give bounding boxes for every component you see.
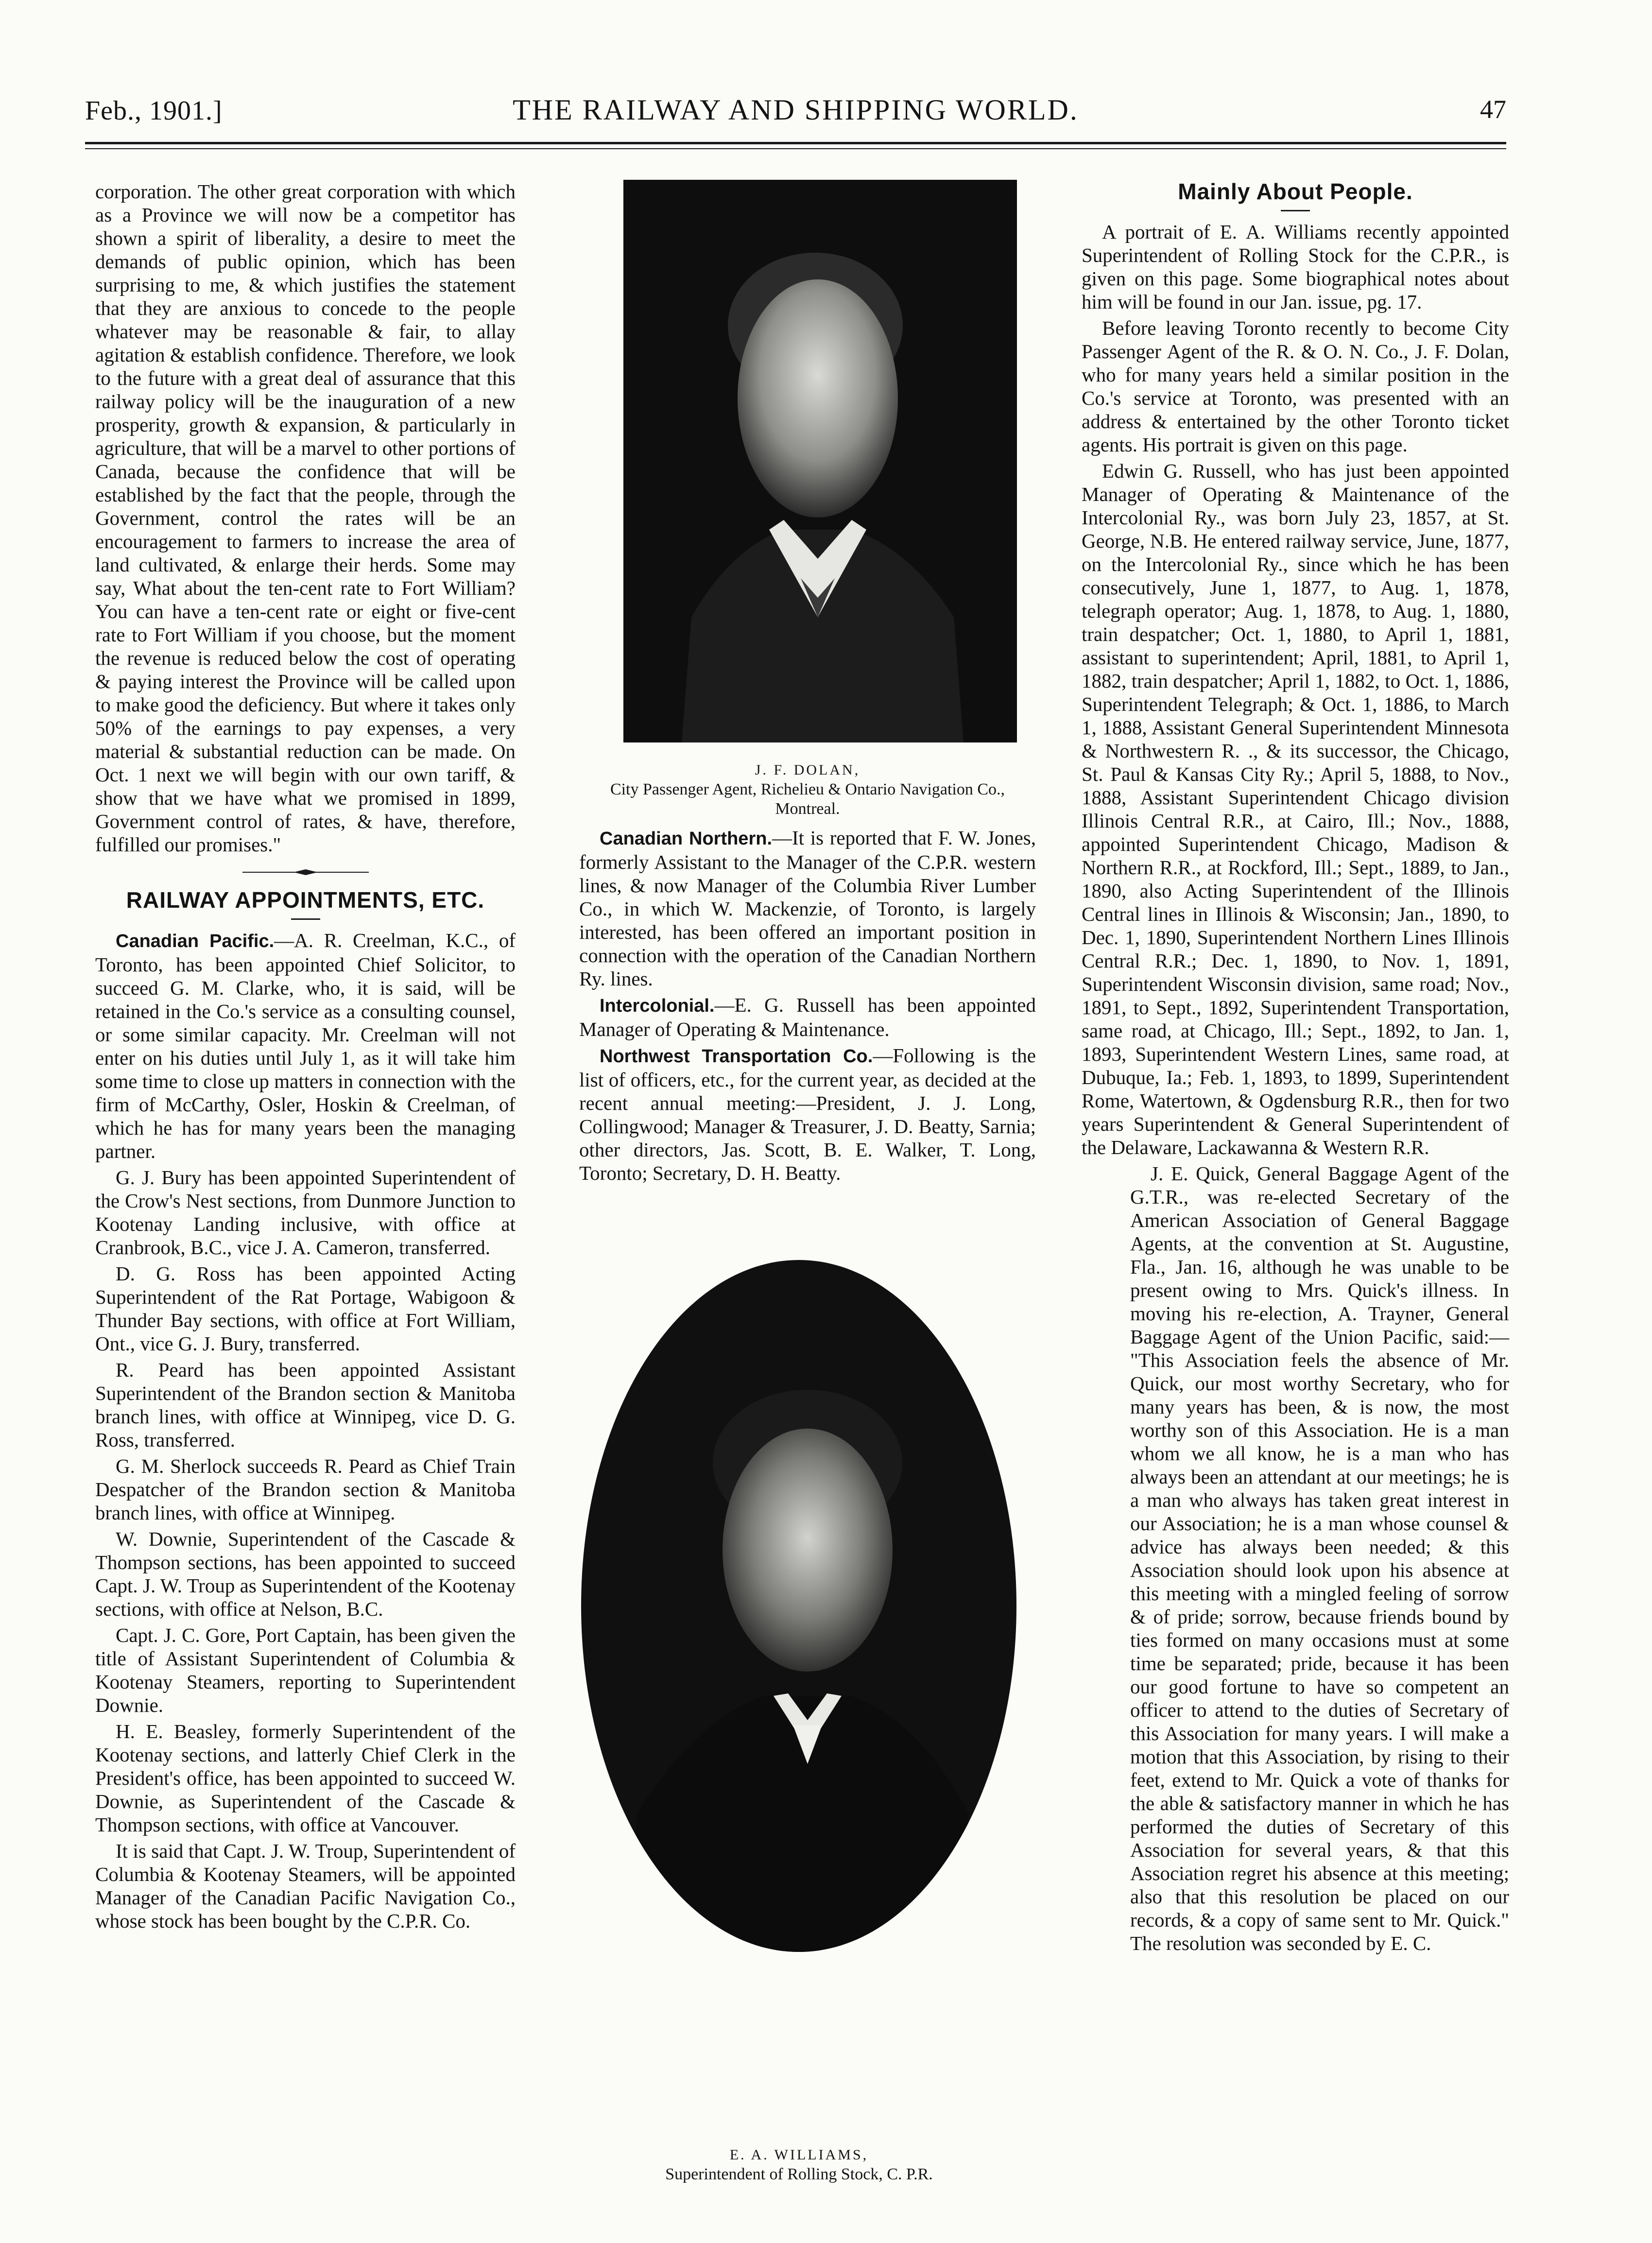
appointment-paragraph: H. E. Beasley, formerly Superintendent of the Kootenay sections, and latterly Chief Clerk in the President's office, has been appointed to succeed W. Downie, as Superintendent of the Cascade & Thompson sections, with office at Vancouver.	[95, 1720, 516, 1836]
title-dash	[291, 918, 320, 920]
caption-dolan-title: City Passenger Agent, Richelieu & Ontario Navigation Co., Montreal.	[610, 780, 1005, 818]
portrait-williams	[579, 1259, 1019, 1953]
portrait-dolan	[623, 180, 1017, 742]
runin-northwest-transportation: Northwest Transportation Co.	[600, 1046, 873, 1067]
appointment-paragraph: G. J. Bury has been appointed Superintendent of the Crow's Nest sections, from Dunmore Junction to Kootenay Landing inclusive, with office at Cranbrook, B.C., vice J. A. Cameron, transferred.	[95, 1166, 516, 1259]
cn-paragraph	[579, 826, 1036, 990]
caption-dolan-name: J. F. DOLAN,	[755, 762, 860, 778]
header-rule-thin	[85, 148, 1506, 149]
portrait-williams-drawing	[579, 1259, 1019, 1953]
ic-paragraph	[579, 993, 1036, 1041]
issue-date: Feb., 1901.]	[85, 96, 223, 126]
caption-williams-name: E. A. WILLIAMS,	[729, 2147, 869, 2163]
appointment-paragraph: Capt. J. C. Gore, Port Captain, has been given the title of Assistant Superintendent of Columbia & Kootenay Steamers, reporting to Superintendent Downie.	[95, 1624, 516, 1716]
appointment-paragraph: G. M. Sherlock succeeds R. Peard as Chief Train Despatcher of the Brandon section & Manitoba branch lines, with office at Winnipeg.	[95, 1455, 516, 1524]
caption-williams-title: Superintendent of Rolling Stock, C. P.R.	[665, 2165, 933, 2183]
header-rule-thick	[85, 142, 1506, 144]
caption-dolan	[579, 760, 1036, 819]
section-divider-ornament	[242, 869, 369, 876]
quick-paragraph: J. E. Quick, General Baggage Agent of the G.T.R., was re-elected Secretary of the American Association of General Baggage Agents, at the convention at St. Augustine, Fla., Jan. 16, although he was unable to be present owing to Mrs. Quick's illness. In moving his re-election, A. Trayner, General Baggage Agent of the Union Pacific, said:— "This Association feels the absence of Mr. Quick, our most worthy Secretary, who for many years has been, & is now, the most worthy son of this Association. He is a man whom we all know, he is a man who has always been an attendant at our meetings; he is a man who always has taken great interest in our Association; he is a man whose counsel & advice has always been needed; & this Association should look upon his absence at this meeting with a mingled feeling of sorrow & of pride; sorrow, because friends bound by ties formed on many occasions must at some time be separated; pride, because it has been our good fortune to have so competent an officer to attend to the duties of Secretary of this Association for many years. I will make a motion that this Association, by rising to their feet, extend to Mr. Quick a vote of thanks for the able & satisfactory manner in which he has performed the duties of Secretary of this Association for several years, & that this Association regret his absence at this meeting; also that this resolution be placed on our records, & a copy of same sent to Mr. Quick." The resolution was seconded by E. C.	[1130, 1162, 1509, 1954]
column-right	[1082, 180, 1509, 1958]
people-paragraph: Edwin G. Russell, who has just been appointed Manager of Operating & Maintenance of the Intercolonial Ry., was born July 23, 1857, at St. George, N.B. He entered railway service, June, 1877, on the Intercolonial Ry., since which he has been consecutively, June 1, 1877, to Aug. 1, 1878, telegraph operator; Aug. 1, 1878, to Aug. 1, 1880, train despatcher; Oct. 1, 1880, to April 1, 1881, assistant to superintendent; April, 1881, to April 1, 1882, train despatcher; April 1, 1882, to Oct. 1, 1886, Superintendent Telegraph; & Oct. 1, 1886, to March 1, 1888, Assistant General Superintendent Minnesota & Northwestern R. ., & its successor, the Chicago, St. Paul & Kansas City Ry.; April 5, 1888, to Nov., 1888, Assistant Superintendent Chicago division Illinois Central R.R., at Cairo, Ill.; Nov., 1888, appointed Superintendent Chicago, Madison & Northern R.R., at Rockford, Ill.; Sept., 1889, to Jan., 1890, also Acting Superintendent of the Illinois Central lines in Illinois & Wisconsin; Jan., 1890, to Dec. 1, 1890, Superintendent Northern Lines Illinois Central R.R.; Dec. 1, 1890, to Nov. 1, 1891, Superintendent Wisconsin division, same road; Nov., 1891, to Sept., 1892, Superintendent Transportation, same road, at Chicago, Ill.; Sept., 1892, to Jan. 1, 1893, Superintendent Western Lines, same road, at Dubuque, Ia.; Feb. 1, 1893, to 1899, Superintendent Rome, Watertown, & Ogdensburg R.R., then for two years Superintendent & General Superintendent of the Delaware, Lackawanna & Western R.R.	[1082, 460, 1509, 1158]
people-paragraph: A portrait of E. A. Williams recently appointed Superintendent of Rolling Stock for the C.P.R., is given on this page. Some biographical notes about him will be found in our Jan. issue, pg. 17.	[1082, 221, 1509, 313]
appointment-paragraph: D. G. Ross has been appointed Acting Superintendent of the Rat Portage, Wabigoon & Thunder Bay sections, with office at Fort William, Ont., vice G. J. Bury, transferred.	[95, 1262, 516, 1355]
quick-block	[1082, 1162, 1509, 1955]
portrait-dolan-drawing	[623, 180, 1017, 742]
runin-canadian-pacific: Canadian Pacific.	[116, 931, 275, 951]
column-middle	[579, 826, 1036, 1188]
caption-williams	[579, 2145, 1019, 2184]
title-dash	[1281, 210, 1310, 211]
runin-intercolonial: Intercolonial.	[600, 996, 715, 1016]
ic-text: —E. G. Russell has been appointed Manager of Operating & Maintenance.	[579, 994, 1036, 1040]
cp-text: —A. R. Creelman, K.C., of Toronto, has been appointed Chief Solicitor, to succeed G. M. Clarke, who, it is said, will be retained in the Co.'s service as a consulting counsel, or some similar capacity. Mr. Creelman will not enter on his duties until July 1, as it will take him some time to close up matters in connection with the firm of McCarthy, Osler, Hoskin & Creelman, of which he has for many years been the managing partner.	[95, 929, 516, 1162]
nt-text: —Following is the list of officers, etc., for the current year, as decided at the recent annual meeting:—President, J. J. Long, Collingwood; Manager & Treasurer, J. D. Beatty, Sarnia; other directors, Jas. Scott, B. E. Walker, T. Long, Toronto; Secretary, D. H. Beatty.	[579, 1044, 1036, 1184]
cp-paragraph	[95, 929, 516, 1163]
column-left	[95, 180, 516, 1935]
page-header	[85, 86, 1506, 130]
people-paragraph: Before leaving Toronto recently to become City Passenger Agent of the R. & O. N. Co., J. F. Dolan, who for many years held a similar position in the Co.'s service at Toronto, was presented with an address & entertained by the other Toronto ticket agents. His portrait is given on this page.	[1082, 317, 1509, 456]
appointment-paragraph: It is said that Capt. J. W. Troup, Superintendent of Columbia & Kootenay Steamers, will be appointed Manager of the Canadian Pacific Navigation Co., whose stock has been bought by the C.P.R. Co.	[95, 1840, 516, 1932]
section-title-people: Mainly About People.	[1178, 179, 1413, 204]
appointment-paragraph: W. Downie, Superintendent of the Cascade & Thompson sections, has been appointed to succeed Capt. J. W. Troup as Superintendent of the Kootenay sections, with office at Nelson, B.C.	[95, 1528, 516, 1620]
appointment-paragraph: R. Peard has been appointed Assistant Superintendent of the Brandon section & Manitoba branch lines, with office at Winnipeg, vice D. G. Ross, transferred.	[95, 1359, 516, 1451]
runin-canadian-northern: Canadian Northern.	[600, 828, 773, 849]
page-number: 47	[1480, 95, 1506, 124]
section-title-appointments: RAILWAY APPOINTMENTS, ETC.	[126, 887, 485, 913]
cn-text: —It is reported that F. W. Jones, formerly Assistant to the Manager of the C.P.R. western lines, & now Manager of the Columbia River Lumber Co., in which W. Mackenzie, of Toronto, is largely interested, has been offered an important position in connection with the operation of the Canadian Northern Ry. lines.	[579, 827, 1036, 990]
intro-paragraph: corporation. The other great corporation with which as a Province we will now be a competitor has shown a spirit of liberality, a desire to meet the demands of public opinion, which has been surprising to me, & which justifies the statement that they are anxious to concede to the people whatever may be reasonable & fair, to allay agitation & establish confidence. Therefore, we look to the future with a great deal of assurance that this railway policy will be the inauguration of a new prosperity, growth & expansion, & particularly in agriculture, that will be a marvel to other portions of Canada, because the confidence that will be established by the fact that the people, through the Government, control the rates will be an encouragement to farmers to increase the area of land cultivated, & enlarge their herds. Some may say, What about the ten-cent rate to Fort William? You can have a ten-cent rate or eight or five-cent rate to Fort William if you choose, but the moment the revenue is reduced below the cost of operating & paying interest the Province will be called upon to make good the deficiency. But where it takes only 50% of the earnings to pay expenses, a very material & substantial reduction can be made. On Oct. 1 next we will begin with our own tariff, & show that we have what we promised in 1899, Government control of rates, & have, therefore, fulfilled our promises."	[95, 180, 516, 856]
nt-paragraph	[579, 1044, 1036, 1185]
publication-title: THE RAILWAY AND SHIPPING WORLD.	[513, 94, 1079, 126]
